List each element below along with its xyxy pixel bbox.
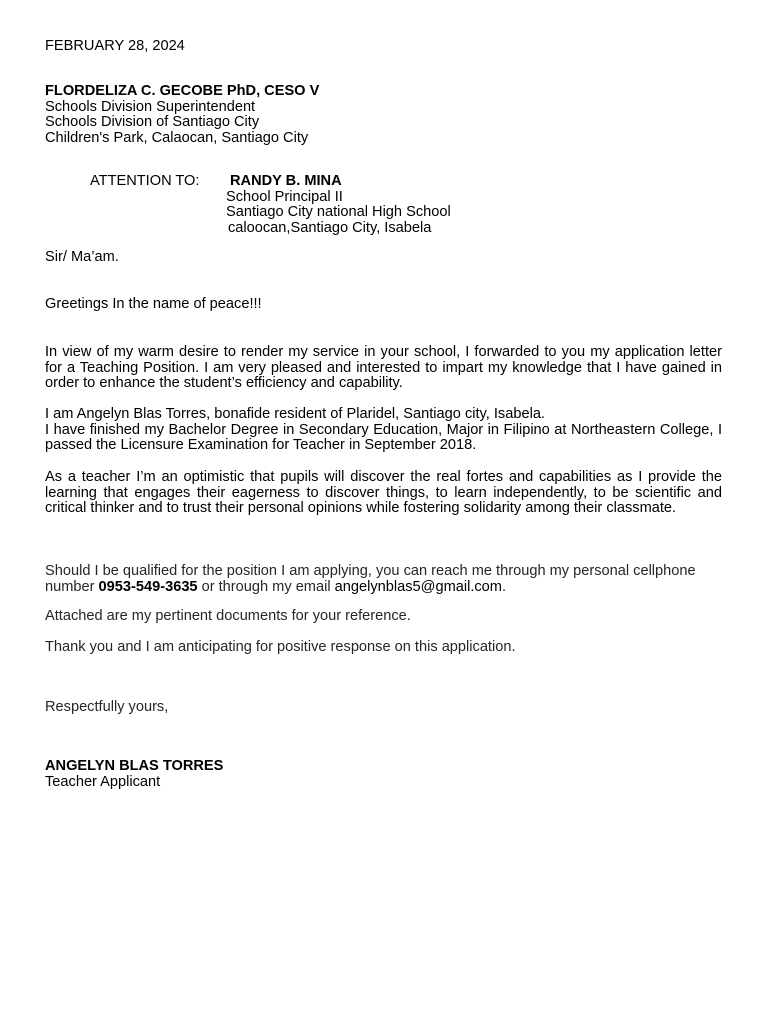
- contact-paragraph: [45, 564, 722, 595]
- signature-name: ANGELYN BLAS TORRES: [45, 758, 224, 774]
- paragraph-1-text: In view of my warm desire to render my service in your school, I forwarded to you my application letter for a Teaching Position. I am very pleased and interested to impart my knowledge that I have gained in order to enhance the student’s efficiency and capability.: [45, 344, 722, 392]
- contact-ending: .: [501, 578, 507, 595]
- attention-school: Santiago City national High School: [226, 204, 451, 221]
- body-paragraph-3: [45, 470, 722, 517]
- signature-block: [45, 759, 722, 790]
- paragraph-2-line-1: I am Angelyn Blas Torres, bonafide resident of Plaridel, Santiago city, Isabela.: [45, 406, 545, 422]
- signature-role: Teacher Applicant: [45, 773, 161, 790]
- date-text: FEBRUARY 28, 2024: [45, 38, 185, 54]
- attention-title: School Principal II: [226, 188, 343, 205]
- attachments-paragraph: [45, 609, 722, 625]
- attachments-text: Attached are my pertinent documents for your reference.: [45, 608, 411, 624]
- recipient-block: [45, 84, 722, 146]
- email-address: angelynblas5@gmail.com: [334, 578, 502, 595]
- salutation-text: Sir/ Ma’am.: [45, 249, 119, 265]
- paragraph-2-line-2: I have finished my Bachelor Degree in Secondary Education, Major in Filipino at Northeastern College, I passed the Licensure Examination for Teacher in September 2018.: [45, 421, 722, 454]
- attention-name: RANDY B. MINA: [230, 173, 342, 189]
- closing-text: Respectfully yours,: [45, 699, 169, 715]
- recipient-office: Schools Division of Santiago City: [45, 114, 260, 131]
- paragraph-3-text: As a teacher I’m an optimistic that pupils will discover the real fortes and capabilities as I provide the learning that engages their eagerness to discover things, to learn independently, to be scientific and critical thinker and to trust their personal opinions while fostering solidarity among their classmate.: [45, 469, 722, 517]
- closing: [45, 700, 722, 716]
- attention-label: ATTENTION TO:: [90, 173, 200, 189]
- recipient-name: FLORDELIZA C. GECOBE PhD, CESO V: [45, 83, 320, 99]
- salutation: [45, 250, 722, 266]
- thanks-text: Thank you and I am anticipating for positive response on this application.: [45, 639, 516, 655]
- recipient-title: Schools Division Superintendent: [45, 98, 256, 115]
- phone-number: 0953-549-3635: [98, 578, 198, 595]
- recipient-address: Children's Park, Calaocan, Santiago City: [45, 129, 309, 146]
- greeting-text: Greetings In the name of peace!!!: [45, 296, 262, 312]
- contact-text: [45, 564, 722, 595]
- attention-address: caloocan,Santiago City, Isabela: [228, 219, 432, 236]
- body-paragraph-2: [45, 407, 722, 454]
- body-paragraph-1: [45, 345, 722, 392]
- greeting: [45, 297, 722, 313]
- contact-middle: or through my email: [197, 578, 335, 595]
- attention-details: [226, 174, 451, 236]
- thanks-paragraph: [45, 640, 722, 656]
- letter-date: [45, 39, 722, 55]
- contact-intro: Should I be qualified for the position I am applying, you can reach me through my personal cellphone number: [45, 563, 696, 595]
